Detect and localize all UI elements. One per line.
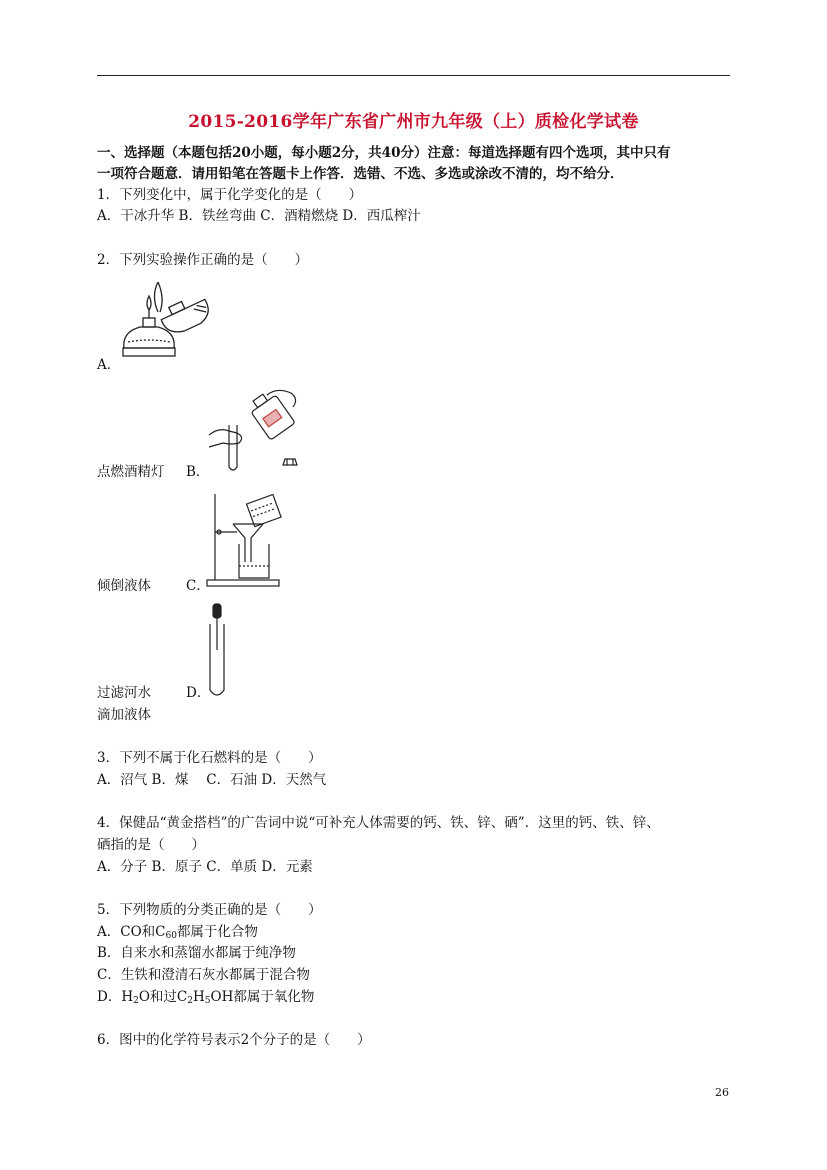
q3-options: A．沼气 B．煤 C．石油 D．天然气 (97, 772, 327, 788)
q5-d-part4: OH都属于氧化物 (210, 989, 315, 1005)
q5-d-sub2: 2 (187, 996, 193, 1006)
section-heading-line2: 一项符合题意．请用铅笔在答题卡上作答．选错、不选、多选或涂改不清的，均不给分． (97, 166, 624, 182)
q5-d-part2: O和过C (138, 989, 188, 1005)
header-rule (97, 75, 730, 76)
q2-label-d: D． (186, 685, 211, 701)
q5-option-b: B．自来水和蒸馏水都属于纯净物 (97, 945, 296, 961)
q2-stem: 2．下列实验操作正确的是（ ） (97, 252, 309, 268)
alcohol-lamp-figure (118, 282, 213, 370)
q2-caption-b: 倾倒液体 (97, 578, 151, 594)
q5-a-text: A．CO和C (97, 924, 166, 940)
q5-d-sub3: 5 (204, 996, 211, 1006)
q1-options: A．干冰升华 B．铁丝弯曲 C．酒精燃烧 D．西瓜榨汁 (97, 208, 421, 224)
pouring-liquid-figure (205, 385, 305, 477)
page-number: 26 (715, 1086, 729, 1099)
q2-label-c: C． (186, 578, 210, 594)
q4-options: A．分子 B．原子 C．单质 D．元素 (97, 859, 313, 875)
q3-stem: 3．下列不属于化石燃料的是（ ） (97, 750, 322, 766)
q2-caption-a: 点燃酒精灯 (97, 464, 165, 480)
q5-option-d (97, 987, 314, 1012)
q5-a-subscript: 60 (165, 931, 177, 941)
q5-d-part1: D．H (97, 989, 134, 1005)
q4-stem-line2: 硒指的是（ ） (97, 837, 205, 853)
q5-d-sub1: 2 (133, 996, 139, 1006)
page-title: 2015-2016学年广东省广州市九年级（上）质检化学试卷 (188, 112, 639, 132)
q1-stem: 1．下列变化中，属于化学变化的是（ ） (97, 187, 363, 203)
q2-label-a: A． (97, 357, 121, 373)
q5-a-text-end: 都属于化合物 (176, 924, 258, 940)
filtration-figure (205, 492, 285, 588)
q2-caption-c: 过滤河水 (97, 685, 151, 701)
q4-stem-line1: 4．保健品“黄金搭档”的广告词中说“可补充人体需要的钙、铁、锌、硒”．这里的钙、铁、锌、 (97, 815, 660, 831)
q2-label-b: B． (186, 464, 210, 480)
q2-caption-d: 滴加液体 (97, 707, 151, 723)
q6-stem: 6．图中的化学符号表示2个分子的是（ ） (97, 1032, 371, 1048)
q5-stem: 5．下列物质的分类正确的是（ ） (97, 902, 322, 918)
section-heading-line1: 一、选择题（本题包括20小题，每小题2分，共40分）注意：每道选择题有四个选项，其中只有 (97, 145, 671, 161)
q5-d-part3: H (192, 989, 205, 1005)
q5-option-c: C．生铁和澄清石灰水都属于混合物 (97, 967, 310, 983)
